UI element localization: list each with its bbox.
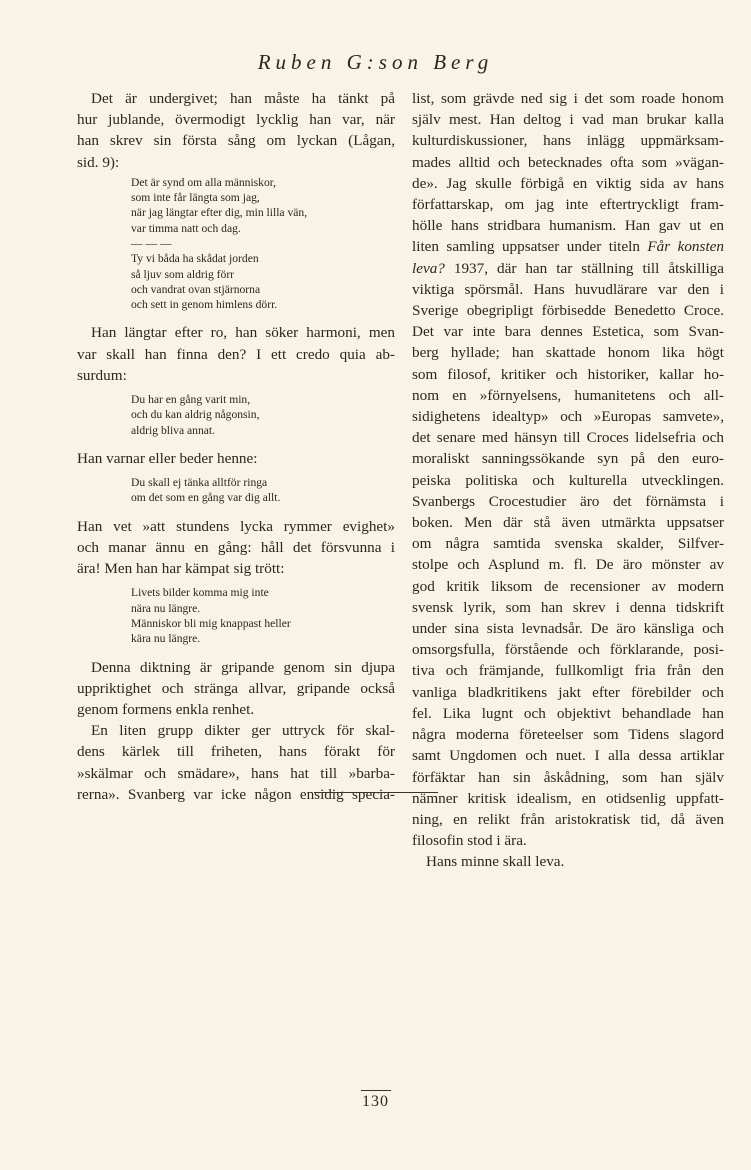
text-line: dens kärlek till friheten, hans förakt för <box>77 743 395 761</box>
text-line: ning, en relikt från aristokratisk tid, då även <box>412 810 724 828</box>
paragraph <box>77 88 395 173</box>
text-line: filosofin stod i ära. <box>412 832 527 850</box>
text-line: författarskap, om jag inte eftertryckligt fram- <box>412 196 724 214</box>
text-line: samt Ungdomen och nuet. I alla dessa artiklar <box>412 747 724 765</box>
verse-line: Människor bli mig knappast heller <box>131 616 291 630</box>
verse-line: Det är synd om alla människor, <box>131 175 277 189</box>
text-line: han skrev sin första sång om lyckan (Lågan, <box>77 132 395 150</box>
text-line: om några samtida svenska skalder, Silfver- <box>412 535 724 553</box>
verse-quote <box>131 175 395 313</box>
verse-line: Ty vi båda ha skådat jorden <box>131 252 259 266</box>
text-line: kulturdiskussioner, hans inlägg uppmärksam- <box>412 132 724 150</box>
verse-line: och sett in genom himlens dörr. <box>131 298 278 312</box>
verse-line: och vandrat ovan stjärnorna <box>131 282 261 296</box>
page-number-rule <box>361 1090 391 1091</box>
text-line: de». Jag skulle förbigå en viktig sida av hans <box>412 174 724 192</box>
text-line: under sina sista levnadsår. De äro känsliga och <box>412 620 724 638</box>
text-line: Svanbergs Crocestudier äro det förnämsta i <box>412 492 724 510</box>
text-line: Han längtar efter ro, han söker harmoni, men <box>91 324 395 342</box>
verse-line: och du kan aldrig någonsin, <box>131 408 260 422</box>
text-line: Han vet »att stundens lycka rymmer evighet» <box>77 517 395 535</box>
text-line: Hans minne skall leva. <box>426 853 565 871</box>
running-header: Ruben G:son Berg <box>257 50 494 74</box>
text-line: Han varnar eller beder henne: <box>77 449 258 467</box>
text-line: nämner kritisk idealism, en otidsenlig uppfatt- <box>412 789 724 807</box>
text-line: vanliga bladkritikens jakt efter förebilder och <box>412 683 724 701</box>
text-line: som filosof, kritiker och historiker, kallar ho- <box>412 365 724 383</box>
verse-line: var timma natt och dag. <box>131 221 241 235</box>
text-line: och manar ännu en gång: håll det försvunna i <box>77 538 395 556</box>
text-line: berg hyllade; han skattade honom lika högt <box>412 344 724 362</box>
text-line: sidighetens idealtyp» och »Europas samvete», <box>412 408 724 426</box>
verse-quote <box>131 585 395 646</box>
text-line: mades alltid och betecknades ofta som »vägan- <box>412 153 724 171</box>
paragraph <box>412 88 724 851</box>
verse-quote <box>131 392 395 438</box>
text-line: Det är undergivet; han måste ha tänkt på <box>91 90 395 107</box>
text-line: stolpe och Asplund m. fl. De äro mönster av <box>412 556 724 574</box>
text-line: hölle hans stridbara humanism. Han gav ut en <box>412 217 724 235</box>
book-title: Får konsten <box>647 238 724 256</box>
text-line: Det var inte bara dennes Estetica, som Svan- <box>412 323 724 341</box>
text-line: boken. Men där stå även utmärkta uppsatser <box>412 514 724 532</box>
text-line: svensk lyrik, som han skrev i denna tidskrift <box>412 598 724 616</box>
paragraph <box>77 322 395 386</box>
verse-line: aldrig bliva annat. <box>131 423 216 437</box>
text-line: tiva och främjande, fullkomligt fria från den <box>412 662 724 680</box>
verse-quote <box>131 475 395 506</box>
left-column <box>77 88 395 805</box>
text-line: själv mest. Han deltog i vad man brukar kalla <box>412 111 724 129</box>
book-title: leva? <box>412 259 445 277</box>
verse-line: nära nu längre. <box>131 601 201 615</box>
page-number <box>0 1090 751 1111</box>
verse-line: Du skall ej tänka alltför ringa <box>131 476 268 490</box>
text-line: sid. 9): <box>77 153 120 171</box>
text-line <box>412 258 724 279</box>
verse-line: så ljuv som aldrig förr <box>131 267 235 281</box>
text-line: genom formens enkla renhet. <box>77 700 255 718</box>
text-line <box>412 236 724 257</box>
text-line: uppriktighet och stränga allvar, gripande också <box>77 679 395 697</box>
text-line: förfäktar han sin åskådning, som han själv <box>412 768 724 786</box>
text-line: peiska politiska och kulturella utvecklingen. <box>412 471 724 489</box>
verse-separator: — — — <box>131 237 172 250</box>
text-line: »skälmar och smädare», hans hat till »barba- <box>77 764 395 782</box>
verse-line: kära nu längre. <box>131 632 201 646</box>
right-column <box>412 88 724 873</box>
page-number-text: 130 <box>362 1093 389 1110</box>
paragraph <box>77 657 395 721</box>
text-line: surdum: <box>77 366 127 384</box>
verse-line: när jag längtar efter dig, min lilla vän, <box>131 206 308 220</box>
text-line: En liten grupp dikter ger uttryck för skal- <box>91 722 395 740</box>
verse-line: om det som en gång var dig allt. <box>131 491 281 505</box>
verse-line: Livets bilder komma mig inte <box>131 586 269 600</box>
text-line: rerna». Svanberg var icke någon ensidig specia- <box>77 785 395 803</box>
text-line: var skall han finna den? I ett credo quia ab- <box>77 345 395 363</box>
text-line: list, som grävde ned sig i det som roade honom <box>412 90 724 107</box>
text-fragment: 1937, där han tar ställning till åtskilliga <box>453 259 724 277</box>
text-line: fel. Lika lugnt och objektivt behandlade han <box>412 704 724 722</box>
text-line: viktiga spörsmål. Hans huvudlärare var den i <box>412 280 724 298</box>
text-line: hur jublande, övermodigt lycklig han var, när <box>77 111 395 129</box>
text-fragment: liten samling uppsatser under titeln <box>412 238 640 256</box>
text-line: några moderna företeelser som Tidens slagord <box>412 726 724 744</box>
text-line: Sverige obegripligt förbisedde Benedetto Croce. <box>412 302 724 320</box>
section-divider <box>314 792 438 793</box>
text-line: moraliskt sanningssökande syn på den euro- <box>412 450 724 468</box>
text-line: omsorgsfulla, förstående och förklarande, posi- <box>412 641 724 659</box>
paragraph <box>77 448 395 469</box>
paragraph <box>77 516 395 580</box>
text-line: Denna diktning är gripande genom sin djupa <box>91 658 395 676</box>
verse-line: Du har en gång varit min, <box>131 393 251 407</box>
paragraph <box>412 851 724 872</box>
verse-line: som inte får längta som jag, <box>131 191 260 205</box>
text-line: nom en »förnyelsens, humanitetens och all- <box>412 386 724 404</box>
text-line: ära! Men han har kämpat sig trött: <box>77 560 285 578</box>
text-line: det senare med hänsyn till Croces lidelsefria och <box>412 429 724 447</box>
text-line: god kritik liksom de recensioner av modern <box>412 577 724 595</box>
